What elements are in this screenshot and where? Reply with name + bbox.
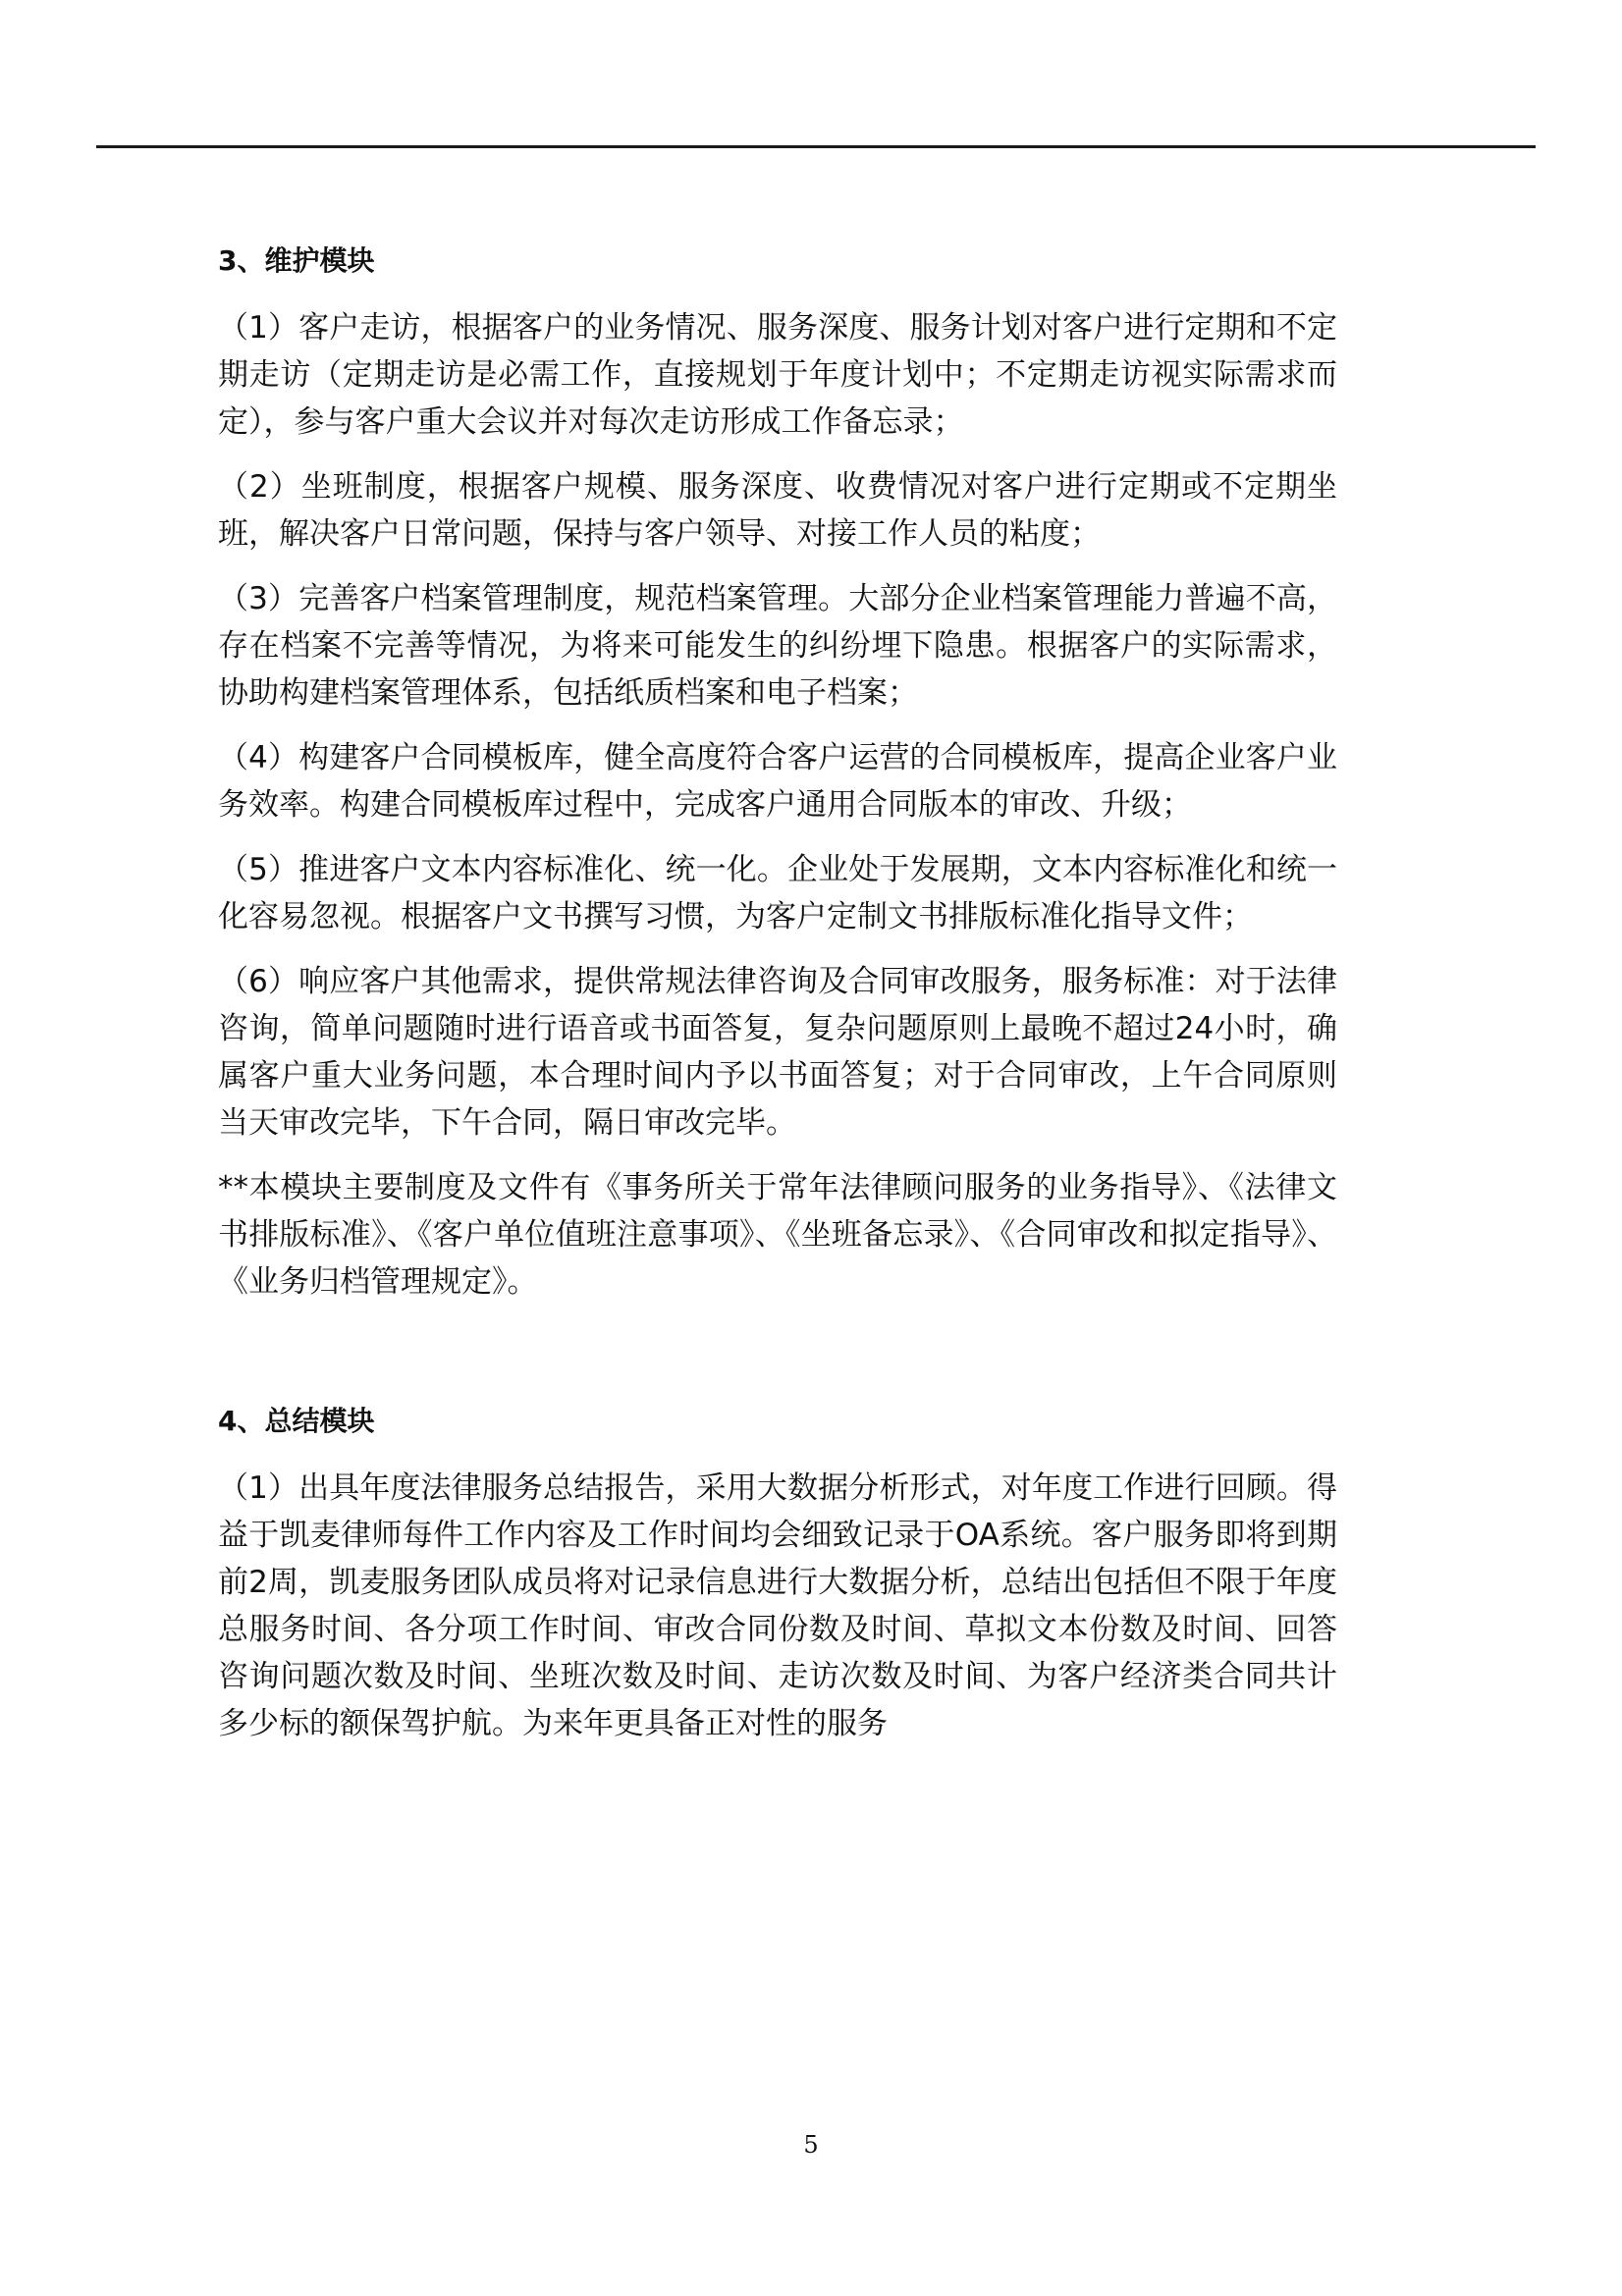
paragraph: （4）构建客户合同模板库，健全高度符合客户运营的合同模板库，提高企业客户业务效率。构建合同模板库过程中，完成客户通用合同版本的审改、升级； — [218, 740, 1337, 823]
documents-note: **本模块主要制度及文件有《事务所关于常年法律顾问服务的业务指导》、《法律文书排版标准》、《客户单位值班注意事项》、《坐班备忘录》、《合同审改和拟定指导》、《业务归档管理规定》。 — [218, 1170, 1337, 1300]
page-content — [218, 241, 1337, 1765]
section-summary — [218, 1402, 1337, 1747]
paragraph: （5）推进客户文本内容标准化、统一化。企业处于发展期，文本内容标准化和统一化容易忽视。根据客户文书撰写习惯，为客户定制文书排版标准化指导文件； — [218, 852, 1337, 934]
paragraph: （6）响应客户其他需求，提供常规法律咨询及合同审改服务，服务标准：对于法律咨询，简单问题随时进行语音或书面答复，复杂问题原则上最晚不超过24小时，确属客户重大业务问题，本合理时间内予以书面答复；对于合同审改，上午合同原则当天审改完毕，下午合同，隔日审改完毕。 — [218, 964, 1337, 1141]
section-heading: 4、总结模块 — [218, 1405, 375, 1437]
paragraph: （1）出具年度法律服务总结报告，采用大数据分析形式，对年度工作进行回顾。得益于凯麦律师每件工作内容及工作时间均会细致记录于OA系统。客户服务即将到期前2周，凯麦服务团队成员将对记录信息进行大数据分析，总结出包括但不限于年度总服务时间、各分项工作时间、审改合同份数及时间、草拟文本份数及时间、回答咨询问题次数及时间、坐班次数及时间、走访次数及时间、为客户经济类合同共计多少标的额保驾护航。为来年更具备正对性的服务 — [218, 1470, 1337, 1741]
paragraph: （2）坐班制度，根据客户规模、服务深度、收费情况对客户进行定期或不定期坐班，解决客户日常问题，保持与客户领导、对接工作人员的粘度； — [218, 469, 1337, 552]
paragraph: （1）客户走访，根据客户的业务情况、服务深度、服务计划对客户进行定期和不定期走访（定期走访是必需工作，直接规划于年度计划中；不定期走访视实际需求而定），参与客户重大会议并对每次走访形成工作备忘录； — [218, 310, 1337, 440]
section-maintenance — [218, 241, 1337, 1306]
header-rule — [96, 145, 1536, 148]
section-heading: 3、维护模块 — [218, 244, 375, 277]
paragraph: （3）完善客户档案管理制度，规范档案管理。大部分企业档案管理能力普遍不高，存在档案不完善等情况，为将来可能发生的纠纷埋下隐患。根据客户的实际需求，协助构建档案管理体系，包括纸质档案和电子档案； — [218, 581, 1337, 711]
section-gap — [218, 1323, 1337, 1402]
page-number: 5 — [803, 2131, 819, 2159]
